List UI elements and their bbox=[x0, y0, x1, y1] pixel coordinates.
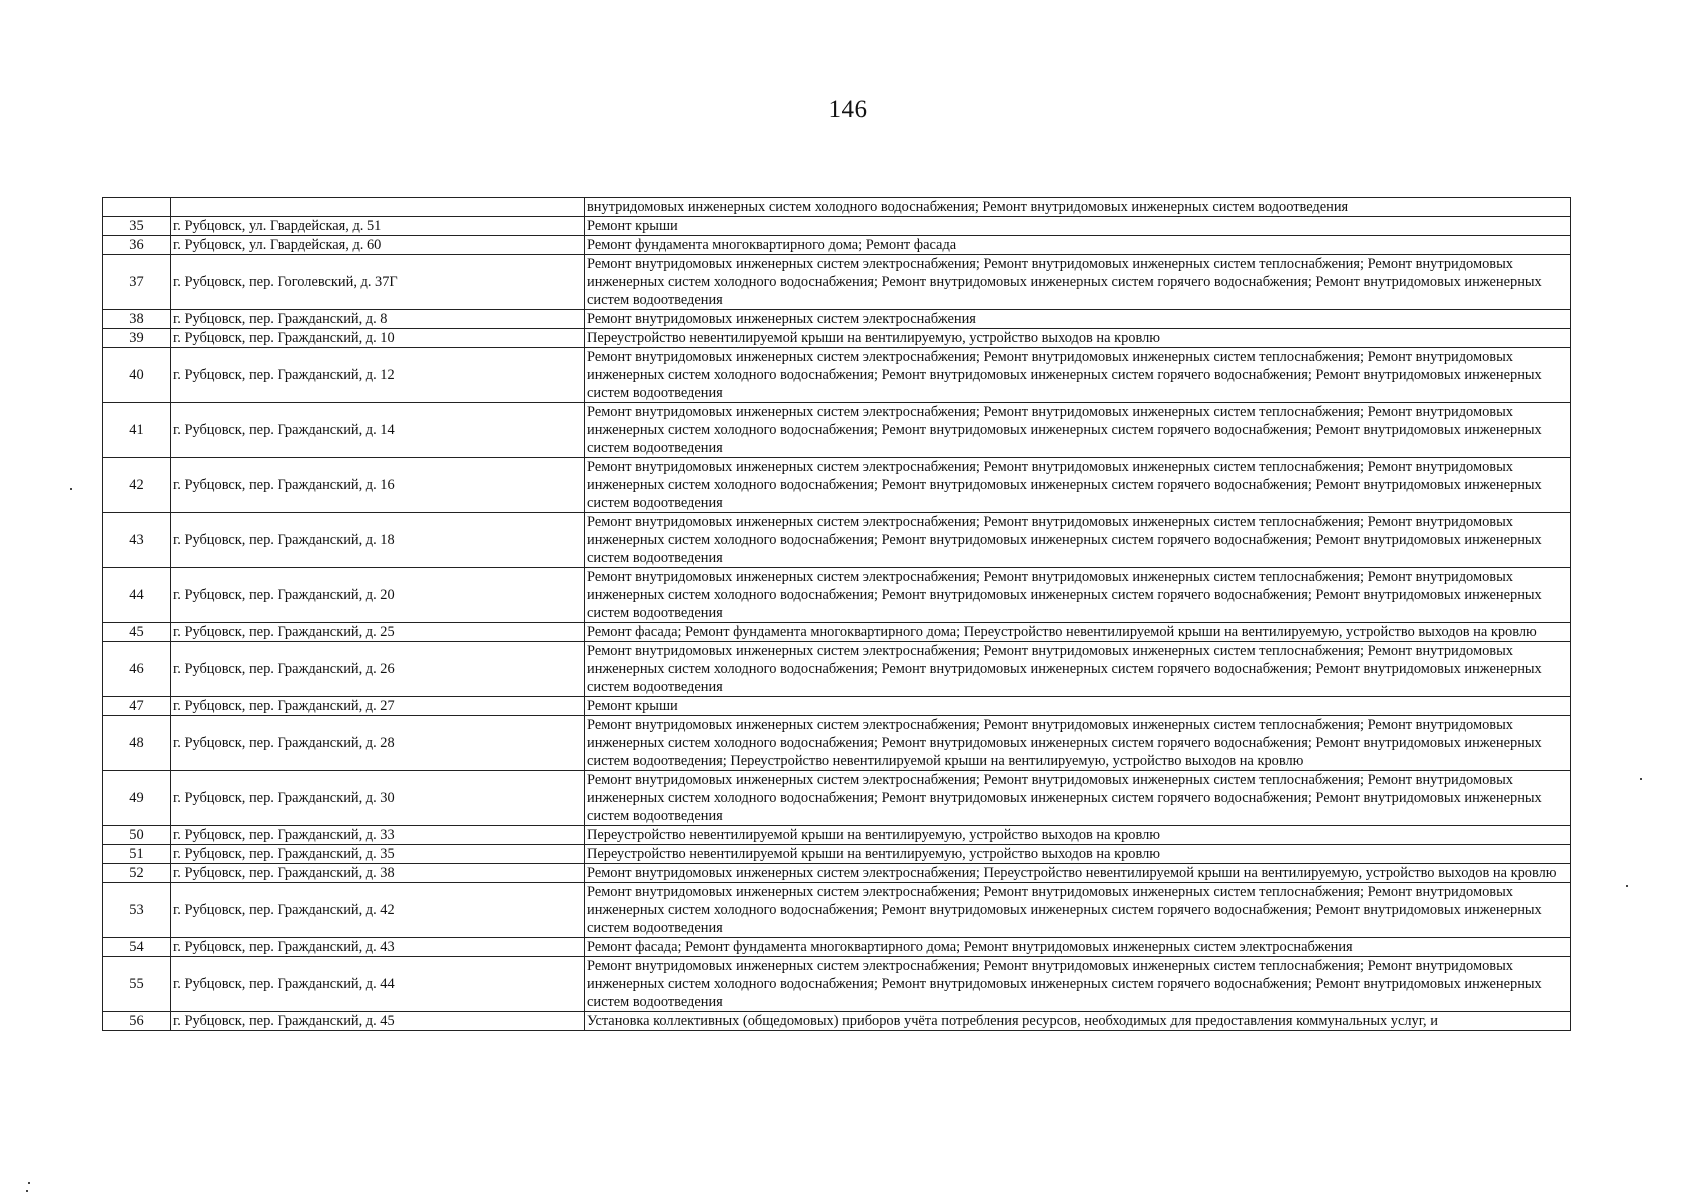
table-row bbox=[103, 255, 1571, 310]
scan-speck bbox=[28, 1182, 30, 1184]
scan-speck bbox=[26, 1190, 28, 1192]
works-cell: Установка коллективных (общедомовых) приборов учёта потребления ресурсов, необходимых для предоставления коммунальных услуг, и bbox=[585, 1012, 1571, 1031]
works-cell: Ремонт внутридомовых инженерных систем электроснабжения bbox=[585, 310, 1571, 329]
table-row bbox=[103, 329, 1571, 348]
table-row bbox=[103, 938, 1571, 957]
works-cell: Ремонт внутридомовых инженерных систем электроснабжения; Ремонт внутридомовых инженерных систем теплоснабжения; Ремонт внутридомовых инженерных систем холодного водоснабжения; Ремонт внутридомовых инженерных систем горячего водоснабжения; Ремонт внутридомовых инженерных систем водоотведения bbox=[585, 957, 1571, 1012]
row-number-cell: 49 bbox=[103, 771, 171, 826]
works-cell: Ремонт внутридомовых инженерных систем электроснабжения; Ремонт внутридомовых инженерных систем теплоснабжения; Ремонт внутридомовых инженерных систем холодного водоснабжения; Ремонт внутридомовых инженерных систем горячего водоснабжения; Ремонт внутридомовых инженерных систем водоотведения bbox=[585, 568, 1571, 623]
row-number-cell: 53 bbox=[103, 883, 171, 938]
address-cell: г. Рубцовск, пер. Гражданский, д. 35 bbox=[171, 845, 585, 864]
row-number-cell: 38 bbox=[103, 310, 171, 329]
address-cell: г. Рубцовск, пер. Гражданский, д. 18 bbox=[171, 513, 585, 568]
works-table bbox=[102, 197, 1571, 1031]
works-cell: Ремонт крыши bbox=[585, 217, 1571, 236]
table-row bbox=[103, 348, 1571, 403]
address-cell: г. Рубцовск, пер. Гражданский, д. 16 bbox=[171, 458, 585, 513]
address-cell: г. Рубцовск, пер. Гражданский, д. 38 bbox=[171, 864, 585, 883]
address-cell: г. Рубцовск, пер. Гражданский, д. 30 bbox=[171, 771, 585, 826]
row-number-cell: 50 bbox=[103, 826, 171, 845]
works-cell: Ремонт внутридомовых инженерных систем электроснабжения; Ремонт внутридомовых инженерных систем теплоснабжения; Ремонт внутридомовых инженерных систем холодного водоснабжения; Ремонт внутридомовых инженерных систем горячего водоснабжения; Ремонт внутридомовых инженерных систем водоотведения bbox=[585, 771, 1571, 826]
row-number-cell: 55 bbox=[103, 957, 171, 1012]
works-cell: внутридомовых инженерных систем холодного водоснабжения; Ремонт внутридомовых инженерных систем водоотведения bbox=[585, 198, 1571, 217]
table-row bbox=[103, 845, 1571, 864]
address-cell: г. Рубцовск, пер. Гражданский, д. 42 bbox=[171, 883, 585, 938]
scan-speck bbox=[1626, 885, 1628, 887]
table-row bbox=[103, 864, 1571, 883]
works-cell: Ремонт внутридомовых инженерных систем электроснабжения; Переустройство невентилируемой крыши на вентилируемую, устройство выходов на кровлю bbox=[585, 864, 1571, 883]
page-number: 146 bbox=[828, 96, 868, 123]
address-cell: г. Рубцовск, пер. Гражданский, д. 25 bbox=[171, 623, 585, 642]
works-cell: Ремонт крыши bbox=[585, 697, 1571, 716]
table-row bbox=[103, 642, 1571, 697]
works-cell: Ремонт фундамента многоквартирного дома; Ремонт фасада bbox=[585, 236, 1571, 255]
table-row bbox=[103, 697, 1571, 716]
address-cell: г. Рубцовск, ул. Гвардейская, д. 51 bbox=[171, 217, 585, 236]
row-number-cell: 51 bbox=[103, 845, 171, 864]
row-number-cell: 44 bbox=[103, 568, 171, 623]
address-cell: г. Рубцовск, пер. Гражданский, д. 33 bbox=[171, 826, 585, 845]
row-number-cell: 45 bbox=[103, 623, 171, 642]
table-row bbox=[103, 568, 1571, 623]
row-number-cell: 36 bbox=[103, 236, 171, 255]
works-cell: Ремонт внутридомовых инженерных систем электроснабжения; Ремонт внутридомовых инженерных систем теплоснабжения; Ремонт внутридомовых инженерных систем холодного водоснабжения; Ремонт внутридомовых инженерных систем горячего водоснабжения; Ремонт внутридомовых инженерных систем водоотведения bbox=[585, 883, 1571, 938]
row-number-cell: 39 bbox=[103, 329, 171, 348]
address-cell: г. Рубцовск, пер. Гражданский, д. 28 bbox=[171, 716, 585, 771]
table-row bbox=[103, 623, 1571, 642]
address-cell: г. Рубцовск, пер. Гражданский, д. 43 bbox=[171, 938, 585, 957]
row-number-cell: 37 bbox=[103, 255, 171, 310]
works-cell: Ремонт внутридомовых инженерных систем электроснабжения; Ремонт внутридомовых инженерных систем теплоснабжения; Ремонт внутридомовых инженерных систем холодного водоснабжения; Ремонт внутридомовых инженерных систем горячего водоснабжения; Ремонт внутридомовых инженерных систем водоотведения bbox=[585, 255, 1571, 310]
works-cell: Ремонт внутридомовых инженерных систем электроснабжения; Ремонт внутридомовых инженерных систем теплоснабжения; Ремонт внутридомовых инженерных систем холодного водоснабжения; Ремонт внутридомовых инженерных систем горячего водоснабжения; Ремонт внутридомовых инженерных систем водоотведения bbox=[585, 458, 1571, 513]
address-cell: г. Рубцовск, пер. Гражданский, д. 20 bbox=[171, 568, 585, 623]
works-cell: Ремонт внутридомовых инженерных систем электроснабжения; Ремонт внутридомовых инженерных систем теплоснабжения; Ремонт внутридомовых инженерных систем холодного водоснабжения; Ремонт внутридомовых инженерных систем горячего водоснабжения; Ремонт внутридомовых инженерных систем водоотведения; Переустройство невентилируемой крыши на вентилируемую, устройство выходов на кровлю bbox=[585, 716, 1571, 771]
row-number-cell: 52 bbox=[103, 864, 171, 883]
address-cell: г. Рубцовск, ул. Гвардейская, д. 60 bbox=[171, 236, 585, 255]
works-cell: Переустройство невентилируемой крыши на вентилируемую, устройство выходов на кровлю bbox=[585, 845, 1571, 864]
table-row bbox=[103, 513, 1571, 568]
works-cell: Переустройство невентилируемой крыши на вентилируемую, устройство выходов на кровлю bbox=[585, 329, 1571, 348]
row-number-cell: 43 bbox=[103, 513, 171, 568]
table-row bbox=[103, 1012, 1571, 1031]
row-number-cell bbox=[103, 198, 171, 217]
table-row bbox=[103, 310, 1571, 329]
table-row bbox=[103, 217, 1571, 236]
scan-speck bbox=[1640, 778, 1642, 780]
table-row bbox=[103, 883, 1571, 938]
row-number-cell: 46 bbox=[103, 642, 171, 697]
scan-speck bbox=[70, 488, 72, 490]
works-cell: Ремонт внутридомовых инженерных систем электроснабжения; Ремонт внутридомовых инженерных систем теплоснабжения; Ремонт внутридомовых инженерных систем холодного водоснабжения; Ремонт внутридомовых инженерных систем горячего водоснабжения; Ремонт внутридомовых инженерных систем водоотведения bbox=[585, 513, 1571, 568]
works-table-body bbox=[103, 198, 1571, 1031]
table-row bbox=[103, 957, 1571, 1012]
address-cell bbox=[171, 198, 585, 217]
address-cell: г. Рубцовск, пер. Гражданский, д. 12 bbox=[171, 348, 585, 403]
row-number-cell: 47 bbox=[103, 697, 171, 716]
table-row-continuation bbox=[103, 198, 1571, 217]
address-cell: г. Рубцовск, пер. Гражданский, д. 14 bbox=[171, 403, 585, 458]
row-number-cell: 54 bbox=[103, 938, 171, 957]
address-cell: г. Рубцовск, пер. Гражданский, д. 8 bbox=[171, 310, 585, 329]
address-cell: г. Рубцовск, пер. Гражданский, д. 44 bbox=[171, 957, 585, 1012]
works-cell: Ремонт внутридомовых инженерных систем электроснабжения; Ремонт внутридомовых инженерных систем теплоснабжения; Ремонт внутридомовых инженерных систем холодного водоснабжения; Ремонт внутридомовых инженерных систем горячего водоснабжения; Ремонт внутридомовых инженерных систем водоотведения bbox=[585, 642, 1571, 697]
works-cell: Ремонт внутридомовых инженерных систем электроснабжения; Ремонт внутридомовых инженерных систем теплоснабжения; Ремонт внутридомовых инженерных систем холодного водоснабжения; Ремонт внутридомовых инженерных систем горячего водоснабжения; Ремонт внутридомовых инженерных систем водоотведения bbox=[585, 403, 1571, 458]
row-number-cell: 41 bbox=[103, 403, 171, 458]
row-number-cell: 56 bbox=[103, 1012, 171, 1031]
row-number-cell: 42 bbox=[103, 458, 171, 513]
address-cell: г. Рубцовск, пер. Гражданский, д. 27 bbox=[171, 697, 585, 716]
row-number-cell: 40 bbox=[103, 348, 171, 403]
address-cell: г. Рубцовск, пер. Гражданский, д. 45 bbox=[171, 1012, 585, 1031]
address-cell: г. Рубцовск, пер. Гражданский, д. 26 bbox=[171, 642, 585, 697]
table-row bbox=[103, 771, 1571, 826]
table-row bbox=[103, 458, 1571, 513]
table-row bbox=[103, 403, 1571, 458]
works-cell: Ремонт фасада; Ремонт фундамента многоквартирного дома; Переустройство невентилируемой крыши на вентилируемую, устройство выходов на кровлю bbox=[585, 623, 1571, 642]
works-cell: Ремонт внутридомовых инженерных систем электроснабжения; Ремонт внутридомовых инженерных систем теплоснабжения; Ремонт внутридомовых инженерных систем холодного водоснабжения; Ремонт внутридомовых инженерных систем горячего водоснабжения; Ремонт внутридомовых инженерных систем водоотведения bbox=[585, 348, 1571, 403]
works-cell: Переустройство невентилируемой крыши на вентилируемую, устройство выходов на кровлю bbox=[585, 826, 1571, 845]
address-cell: г. Рубцовск, пер. Гоголевский, д. 37Г bbox=[171, 255, 585, 310]
table-row bbox=[103, 236, 1571, 255]
table-row bbox=[103, 716, 1571, 771]
table-row bbox=[103, 826, 1571, 845]
row-number-cell: 35 bbox=[103, 217, 171, 236]
works-cell: Ремонт фасада; Ремонт фундамента многоквартирного дома; Ремонт внутридомовых инженерных систем электроснабжения bbox=[585, 938, 1571, 957]
address-cell: г. Рубцовск, пер. Гражданский, д. 10 bbox=[171, 329, 585, 348]
row-number-cell: 48 bbox=[103, 716, 171, 771]
